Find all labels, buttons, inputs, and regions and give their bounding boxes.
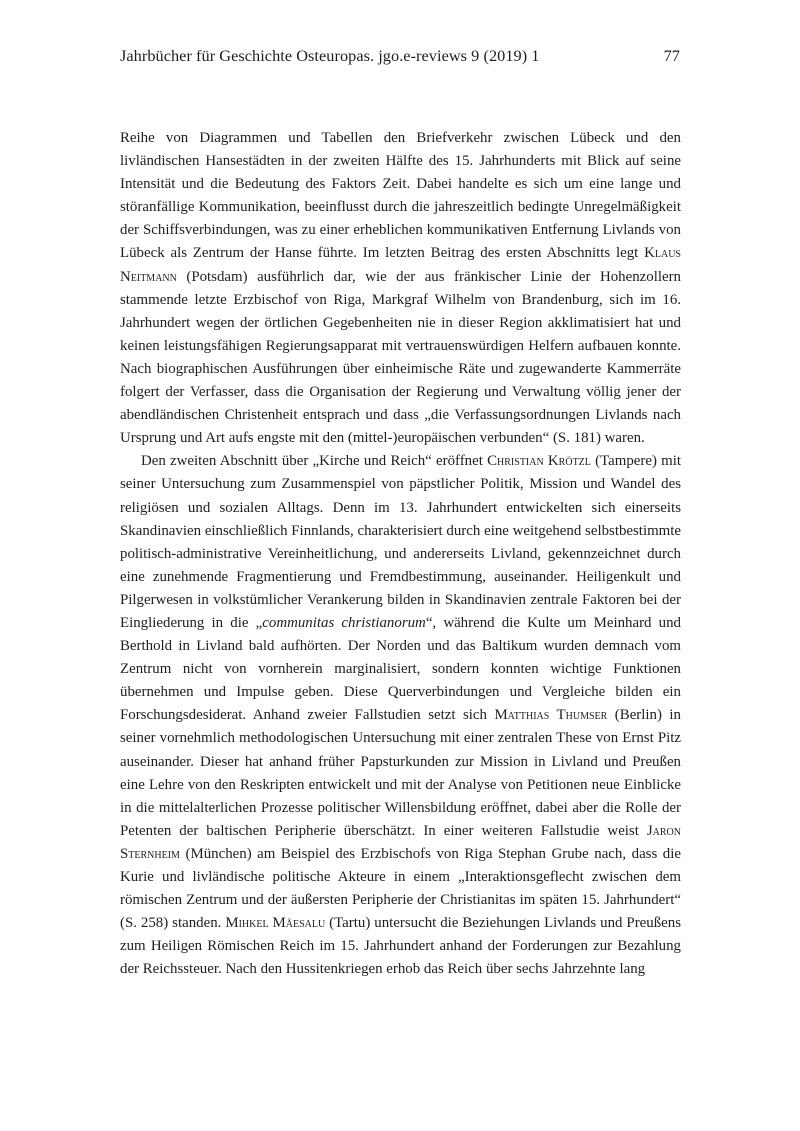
paragraph xyxy=(120,450,681,981)
text-run: (Berlin) in seiner vornehmlich methodologischen Untersuchung mit einer zentralen These von Ernst Pitz auseinander. Dieser hat anhand früher Papsturkunden zur Mission in Livland und Preußen eine Lehre von den Reskripten entwickelt und mit der Analyse von Petitionen neue Einblicke in die mittelalterlichen Prozesse politischer Willensbildung eröffnet, dabei aber die Rolle der Petenten der baltischen Peripherie überschätzt. In einer weiteren Fallstudie weist xyxy=(120,707,681,839)
article-body xyxy=(120,127,681,981)
running-header xyxy=(120,46,680,66)
author-name: Klaus Neitmann xyxy=(120,245,681,285)
latin-term: communitas christianorum xyxy=(262,614,426,631)
text-run: Den zweiten Abschnitt über „Kirche und Reich“ eröffnet xyxy=(141,453,488,470)
text-run: (München) am Beispiel des Erzbischofs von Riga Stephan Grube nach, dass die Kurie und livländische politische Akteure in einem „Interaktionsgeflecht zwischen dem römischen Zentrum und der äußersten Peripherie der Christianitas im späten 15. Jahrhundert“ (S. 258) standen. xyxy=(120,845,681,932)
text-run: (Tampere) mit seiner Untersuchung zum Zusammenspiel von päpstlicher Politik, Mission und Wandel des religiösen und sozialen Alltags. Denn im 13. Jahrhundert entwickelten sich einerseits Skandinavien einschließlich Finnlands, charakterisiert durch eine weitgehend selbstbestimmte politisch-administrative Vereinheitlichung, und andererseits Livland, gekennzeichnet durch eine zunehmende Fragmentierung und Fremdbestimmung, auseinander. Heiligenkult und Pilgerwesen in volkstümlicher Verankerung bilden in Skandinavien zentrale Faktoren bei der Eingliederung in die „ xyxy=(120,453,681,631)
page-number: 77 xyxy=(663,46,680,65)
paragraph xyxy=(120,127,681,450)
text-run: “, während die Kulte um Meinhard und Berthold in Livland bald aufhörten. Der Norden und das Baltikum wurden demnach vom Zentrum nicht von vornherein marginalisiert, sondern konnten wichtige Funktionen übernehmen und Impulse geben. Diese Querverbindungen und Vergleiche bilden ein Forschungsdesiderat. Anhand zweier Fallstudien setzt sich xyxy=(120,614,681,724)
author-name: Christian Krötzl xyxy=(487,453,591,470)
text-run: Reihe von Diagrammen und Tabellen den Briefverkehr zwischen Lübeck und den livländischen Hansestädten in der zweiten Hälfte des 15. Jahrhunderts mit Blick auf seine Intensität und die Bedeutung des Faktors Zeit. Dabei handelte es sich um eine lange und störanfällige Kommunikation, beeinflusst durch die jahreszeitlich bedingte Unregelmäßigkeit der Schiffsverbindungen, was zu einer erheblichen kommunikativen Entfernung Livlands von Lübeck als Zentrum der Hanse führte. Im letzten Beitrag des ersten Abschnitts legt xyxy=(120,130,681,262)
text-run: (Tartu) untersucht die Beziehungen Livlands und Preußens zum Heiligen Römischen Reich im 15. Jahrhundert anhand der Forderungen zur Bezahlung der Reichssteuer. Nach den Hussitenkriegen erhob das Reich über sechs Jahrzehnte lang xyxy=(120,915,682,978)
author-name: Mihkel Mäesalu xyxy=(225,915,326,932)
author-name: Jaron Sternheim xyxy=(120,822,681,862)
author-name: Matthias Thumser xyxy=(494,707,608,724)
text-run: (Potsdam) ausführlich dar, wie der aus fränkischer Linie der Hohenzollern stammende letzte Erzbischof von Riga, Markgraf Wilhelm von Brandenburg, sich im 16. Jahrhundert wegen der örtlichen Gegebenheiten nie in dieser Region akklimatisiert hat und keinen leistungsfähigen Regierungsapparat mit vertrauenswürdigen Helfern aufbauen konnte. Nach biographischen Ausführungen über einheimische Räte und zugewanderte Kammerräte folgert der Verfasser, dass die Organisation der Regierung und Verwaltung völlig jener der abendländischen Christenheit entsprach und dass „die Verfassungsordnungen Livlands nach Ursprung und Art aufs engste mit den (mittel-)europäischen verbunden“ (S. 181) waren. xyxy=(120,268,681,447)
journal-title: Jahrbücher für Geschichte Osteuropas. jgo.e-reviews 9 (2019) 1 xyxy=(120,46,540,65)
